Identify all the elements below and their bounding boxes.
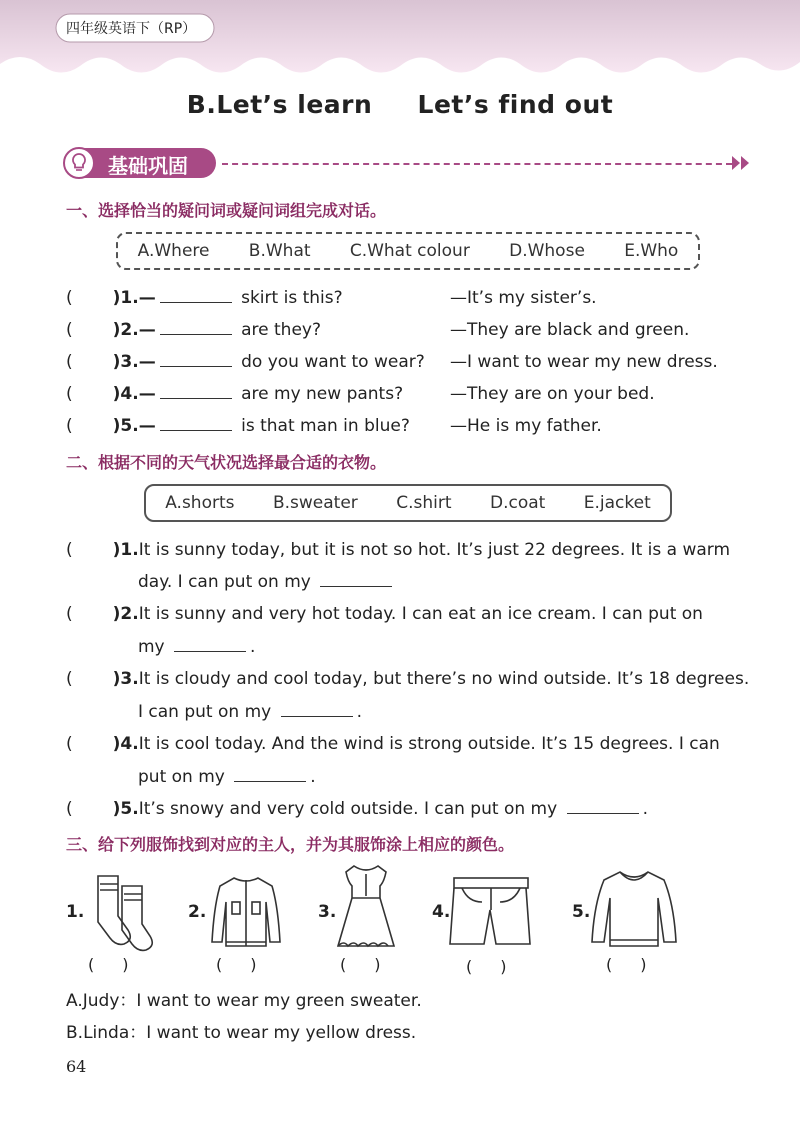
answer-blank[interactable] [160,301,232,303]
q2-option: C.shirt [396,493,452,513]
question-text: It is sunny today, but it is not so hot. It’s just 22 degrees. It is a warm [138,540,731,560]
question-text: are my new pants? [241,384,404,404]
item-number: )1.— [112,288,156,308]
answer-paren: ( [66,799,73,819]
q2-option: D.coat [489,493,546,513]
paren-close: ) [640,955,647,974]
q2-options-box [144,484,672,522]
q1-item [66,384,403,404]
section-divider [222,163,732,165]
answer-paren: ( [66,734,73,754]
paren-close: ) [122,955,129,974]
item-end: . [250,637,256,657]
header-band [0,0,800,84]
q2-option: B.sweater [272,493,358,513]
answer-paren-slot[interactable] [466,957,507,976]
title-part-2: Let’s find out [417,90,614,119]
item-end: . [642,799,648,819]
item-number: )3.— [112,352,156,372]
figure-number: 1. [66,902,85,922]
q1-answer: —I want to wear my new dress. [450,352,718,372]
q1-options-box [116,232,700,270]
question-text: put on my [138,767,225,787]
shorts-icon [448,874,534,950]
title-part-1: B.Let’s learn [186,90,373,119]
item-number: )5.— [112,416,156,436]
question-text: my [138,637,165,657]
answer-paren: ( [66,604,73,624]
paren-open: ( [216,955,223,974]
header-label: 四年级英语下（RP） [66,21,197,37]
question-text: do you want to wear? [241,352,425,372]
answer-paren: ( [66,288,73,308]
answer-paren: ( [66,352,73,372]
q2-item [66,604,703,624]
answer-blank[interactable] [567,812,639,814]
q1-item [66,320,321,340]
question-text: It’s snowy and very cold outside. I can put on my [138,799,558,819]
q2-item-line2 [138,637,255,657]
q2-item [66,799,648,819]
answer-blank[interactable] [160,365,232,367]
figure-number: 4. [432,902,451,922]
q1-item [66,416,410,436]
answer-paren-slot[interactable] [606,955,647,974]
jacket-icon [206,872,286,952]
question-text: It is sunny and very hot today. I can eat an ice cream. I can put on [138,604,703,624]
q1-option: E.Who [624,241,679,261]
q2-option: E.jacket [583,493,651,513]
q1-answer: —They are on your bed. [450,384,655,404]
q2-item-line2 [138,767,316,787]
item-number: )3. [112,669,139,689]
answer-paren: ( [66,416,73,436]
paren-close: ) [250,955,257,974]
paren-close: ) [500,957,507,976]
q1-heading: 一、选择恰当的疑问词或疑问词组完成对话。 [66,201,387,220]
socks-icon [86,872,156,952]
page-title [0,90,800,119]
figure-number: 2. [188,902,207,922]
q1-answer: —It’s my sister’s. [450,288,597,308]
answer-paren: ( [66,320,73,340]
answer-blank[interactable] [160,429,232,431]
answer-blank[interactable] [320,585,392,587]
q2-item-line2 [138,702,362,722]
figure-number: 3. [318,902,337,922]
item-end: . [356,702,363,722]
item-number: )4. [112,734,139,754]
q1-option: D.Whose [509,241,585,261]
statement-a: A.Judy：I want to wear my green sweater. [66,991,422,1011]
q1-answer: —He is my father. [450,416,602,436]
dress-icon [334,862,398,950]
sweater-icon [588,866,680,952]
double-arrow-icon [732,156,752,170]
q2-item-line2 [138,572,396,592]
question-text: day. I can put on my [138,572,311,592]
question-text: It is cloudy and cool today, but there’s no wind outside. It’s 18 degrees. [138,669,750,689]
question-text: I can put on my [138,702,272,722]
item-end: . [310,767,316,787]
paren-open: ( [88,955,95,974]
question-text: It is cool today. And the wind is strong outside. It’s 15 degrees. I can [138,734,720,754]
q1-answer: —They are black and green. [450,320,690,340]
q1-item [66,288,343,308]
section-label: 基础巩固 [108,154,188,178]
paren-open: ( [466,957,473,976]
answer-paren: ( [66,669,73,689]
item-number: )4.— [112,384,156,404]
answer-blank[interactable] [281,715,353,717]
answer-paren-slot[interactable] [88,955,129,974]
paren-open: ( [340,955,347,974]
answer-paren-slot[interactable] [340,955,381,974]
page-number: 64 [66,1057,87,1076]
item-number: )2.— [112,320,156,340]
answer-blank[interactable] [174,650,246,652]
answer-paren-slot[interactable] [216,955,257,974]
question-text: is that man in blue? [241,416,410,436]
answer-blank[interactable] [160,333,232,335]
item-number: )1. [112,540,139,560]
answer-paren: ( [66,384,73,404]
q1-option: A.Where [137,241,210,261]
q1-option: C.What colour [349,241,470,261]
answer-paren: ( [66,540,73,560]
q2-item [66,540,730,560]
figure-number: 5. [572,902,591,922]
answer-blank[interactable] [160,397,232,399]
paren-open: ( [606,955,613,974]
q2-option: A.shorts [165,493,235,513]
question-text: skirt is this? [241,288,343,308]
q1-item [66,352,425,372]
question-text: are they? [241,320,321,340]
q2-item [66,734,720,754]
paren-close: ) [374,955,381,974]
item-number: )5. [112,799,139,819]
item-number: )2. [112,604,139,624]
q2-heading: 二、根据不同的天气状况选择最合适的衣物。 [66,453,387,472]
statement-b: B.Linda：I want to wear my yellow dress. [66,1023,417,1043]
q1-option: B.What [248,241,311,261]
q2-item [66,669,749,689]
answer-blank[interactable] [234,780,306,782]
q3-heading: 三、给下列服饰找到对应的主人，并为其服饰涂上相应的颜色。 [66,835,515,854]
